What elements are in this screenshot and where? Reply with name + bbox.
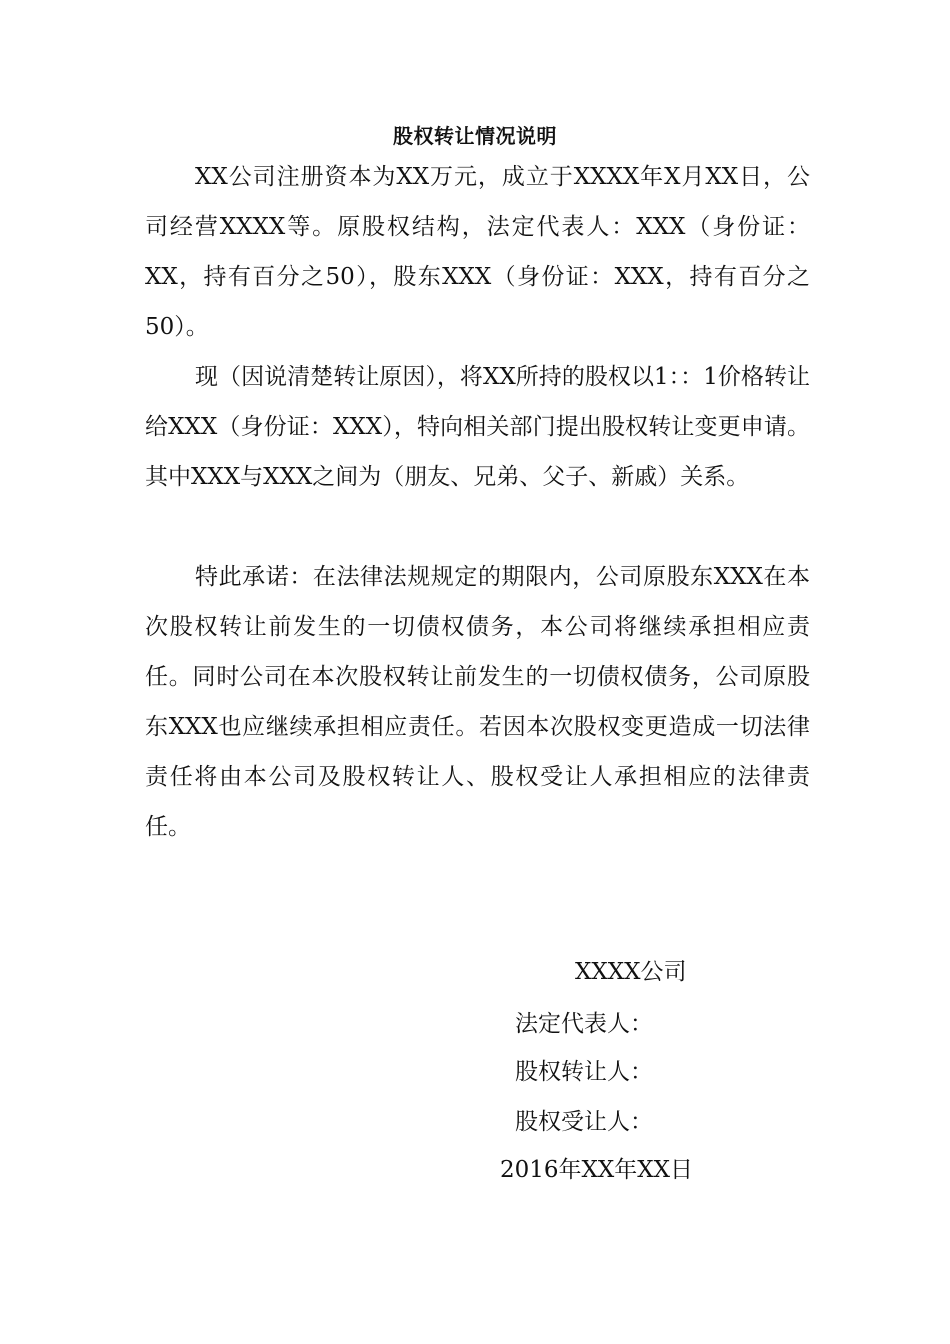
paragraph-transfer bbox=[145, 352, 810, 502]
paragraph-company-info bbox=[145, 152, 810, 352]
paragraph-text: 特此承诺：在法律法规规定的期限内，公司原股东XXX在本次股权转让前发生的一切债权债务，本公司将继续承担相应责任。同时公司在本次股权转让前发生的一切债权债务，公司原股东XXX也应继续承担相应责任。若因本次股权变更造成一切法律责任将由本公司及股权转让人、股权受让人承担相应的法律责任。 bbox=[145, 564, 810, 840]
document-title: 股权转让情况说明 bbox=[393, 124, 557, 148]
signature-date: 2016年XX年XX日 bbox=[500, 1157, 694, 1183]
paragraph-text: 现（因说清楚转让原因），将XX所持的股权以1：：1价格转让给XXX（身份证：XXX），特向相关部门提出股权转让变更申请。其中XXX与XXX之间为（朋友、兄弟、父子、新戚）关系。 bbox=[145, 364, 810, 490]
signature-legal-representative: 法定代表人： bbox=[515, 1011, 653, 1037]
signature-company: XXXX公司 bbox=[575, 959, 687, 985]
paragraph-text: XX公司注册资本为XX万元，成立于XXXX年X月XX日，公司经营XXXX等。原股权结构，法定代表人：XXX（身份证：XX，持有百分之50），股东XXX（身份证：XXX，持有百分之50）。 bbox=[145, 164, 810, 340]
signature-transferor: 股权转让人： bbox=[515, 1059, 653, 1085]
paragraph-commitment bbox=[145, 552, 810, 852]
signature-transferee: 股权受让人： bbox=[515, 1109, 653, 1135]
